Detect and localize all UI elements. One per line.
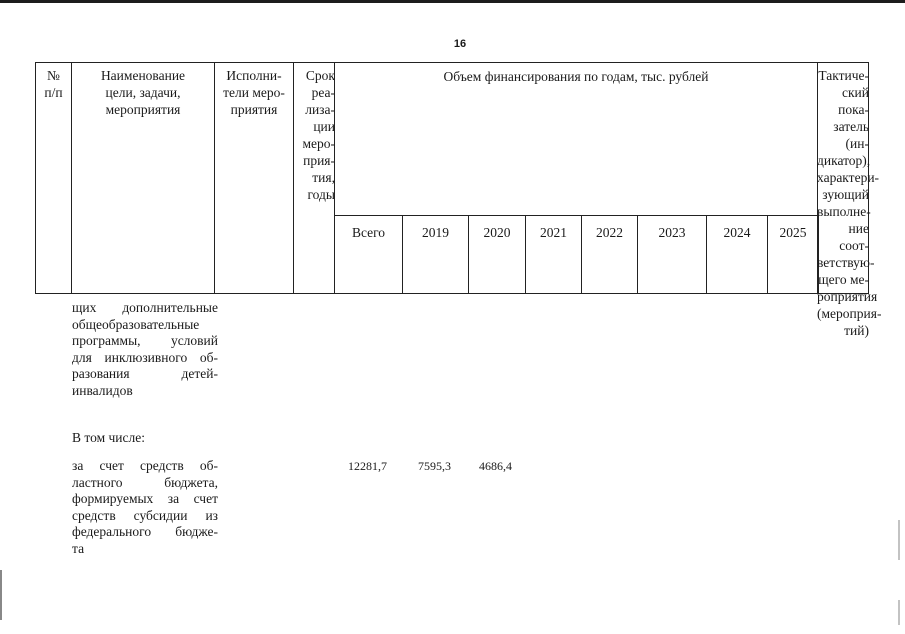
word: для bbox=[72, 349, 92, 365]
funding-source-description bbox=[72, 458, 218, 557]
header-name-label bbox=[71, 67, 215, 118]
header-term-label-line: тия, bbox=[312, 170, 335, 185]
word: инклюзивного bbox=[104, 349, 188, 365]
word: об- bbox=[199, 349, 218, 365]
word: счет bbox=[193, 491, 218, 506]
word: средств bbox=[140, 458, 184, 473]
header-executors-label-line: приятия bbox=[230, 102, 278, 117]
word: та bbox=[72, 540, 85, 556]
word: бюдже- bbox=[175, 524, 218, 539]
header-cell-financing bbox=[334, 62, 818, 216]
header-term-label-line: Срок bbox=[305, 68, 335, 83]
header-year-label: 2019 bbox=[422, 225, 449, 240]
including-label: В том числе: bbox=[72, 430, 145, 445]
header-number-label-line: № bbox=[47, 68, 60, 83]
word: условий bbox=[170, 333, 218, 348]
header-indicator-label-line: зующий bbox=[822, 187, 869, 202]
scan-mark bbox=[898, 520, 900, 560]
header-term-label-line: прия- bbox=[303, 153, 335, 168]
word: детей- bbox=[181, 366, 218, 381]
header-financing-title: Объем финансирования по годам, тыс. рублей bbox=[443, 69, 709, 84]
header-year-label: 2021 bbox=[540, 225, 567, 240]
header-number-label bbox=[35, 67, 72, 101]
header-indicator-label-line: ский пока- bbox=[838, 85, 869, 117]
header-executors-label bbox=[214, 67, 294, 118]
text-line bbox=[72, 508, 218, 525]
header-executors-label-line: Исполни- bbox=[226, 68, 282, 83]
header-year-label: 2022 bbox=[596, 225, 623, 240]
header-indicator-label-line: характери- bbox=[817, 170, 880, 185]
header-indicator-label-line: ние соот- bbox=[839, 221, 869, 253]
top-rule bbox=[0, 0, 905, 3]
header-executors-label-line: тели меро- bbox=[223, 85, 285, 100]
word: ластного bbox=[72, 474, 123, 490]
word: инвалидов bbox=[72, 382, 133, 398]
value-2019: 7595,3 bbox=[418, 459, 451, 473]
header-name-label-line: мероприятия bbox=[105, 102, 181, 117]
word: формируемых bbox=[72, 491, 154, 506]
header-term-label bbox=[293, 67, 335, 203]
word: субсидии bbox=[133, 507, 188, 523]
text-line bbox=[72, 366, 218, 383]
header-year-label: Всего bbox=[351, 225, 386, 240]
word: разования bbox=[72, 366, 130, 381]
header-year-label: 2025 bbox=[779, 225, 807, 240]
word: федерального bbox=[72, 524, 152, 539]
header-indicator-label bbox=[817, 67, 882, 339]
header-indicator-label-line: Тактиче- bbox=[818, 68, 869, 83]
word: щих bbox=[72, 300, 97, 315]
word: за bbox=[167, 491, 180, 506]
header-name-label-line: Наименование bbox=[100, 68, 186, 83]
text-line bbox=[72, 524, 218, 541]
header-year-label: 2024 bbox=[723, 225, 751, 240]
page-number: 16 bbox=[453, 38, 467, 50]
word: счет bbox=[99, 458, 124, 473]
header-indicator-label-line: выполне- bbox=[817, 204, 871, 219]
text-line bbox=[72, 541, 218, 558]
word: средств bbox=[72, 507, 116, 523]
word: об- bbox=[199, 458, 218, 473]
word: дополнительные bbox=[122, 300, 218, 315]
header-term-label-line: меро- bbox=[302, 136, 335, 151]
header-number-label-line: п/п bbox=[44, 85, 63, 100]
header-indicator-label-line: тий) bbox=[844, 323, 869, 338]
header-term-label-line: годы bbox=[307, 187, 335, 202]
text-line bbox=[72, 300, 218, 317]
scan-mark bbox=[0, 570, 2, 620]
word: из bbox=[205, 507, 218, 523]
header-indicator-label-line: затель (ин- bbox=[833, 119, 869, 151]
scan-mark bbox=[898, 600, 900, 625]
word: общеобразовательные bbox=[72, 316, 200, 332]
text-line bbox=[72, 350, 218, 367]
word: бюджета, bbox=[164, 474, 218, 490]
text-line bbox=[72, 491, 218, 508]
header-term-label-line: ции bbox=[313, 119, 335, 134]
text-line bbox=[72, 458, 218, 475]
text-line bbox=[72, 317, 218, 334]
text-line bbox=[72, 333, 218, 350]
header-indicator-label-line: дикатор), bbox=[817, 153, 871, 168]
measure-name-continuation bbox=[72, 300, 218, 399]
header-term-label-line: лиза- bbox=[305, 102, 335, 117]
header-indicator-label-line: щего ме- bbox=[818, 272, 869, 287]
header-term-label-line: реа- bbox=[311, 85, 335, 100]
header-year-label: 2023 bbox=[658, 225, 686, 240]
header-indicator-label-line: роприятия bbox=[817, 289, 878, 304]
text-line bbox=[72, 383, 218, 400]
header-year-label: 2020 bbox=[483, 225, 511, 240]
word: программы, bbox=[72, 333, 141, 348]
value-2020: 4686,4 bbox=[479, 459, 512, 473]
header-indicator-label-line: ветствую- bbox=[817, 255, 875, 270]
word: за bbox=[72, 458, 84, 473]
text-line bbox=[72, 475, 218, 492]
header-name-label-line: цели, задачи, bbox=[105, 85, 181, 100]
value-total: 12281,7 bbox=[348, 459, 387, 473]
header-indicator-label-line: (мероприя- bbox=[817, 306, 882, 321]
